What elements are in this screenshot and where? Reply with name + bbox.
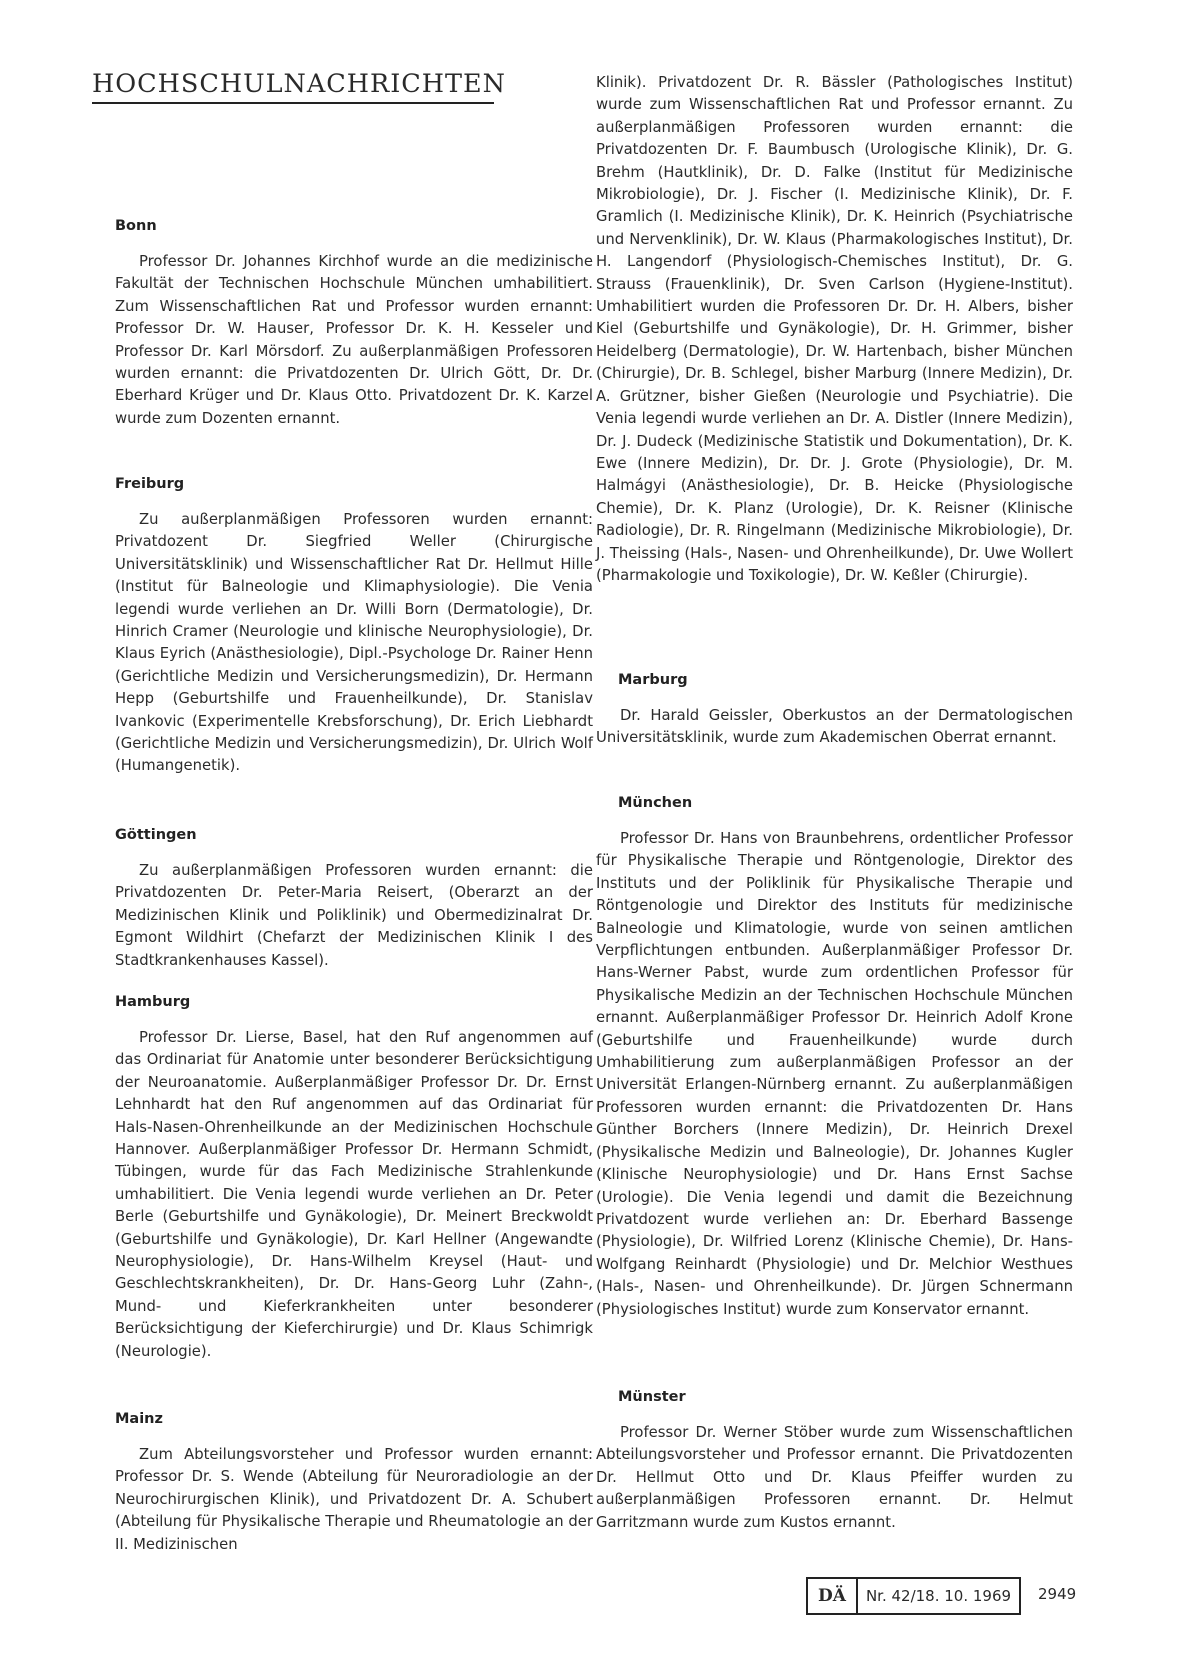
- section-text-freiburg: Zu außerplanmäßigen Professoren wurden ernannt: Privatdozent Dr. Siegfried Weller (Chirurgische Universitätsklinik) und Wissenschaftlicher Rat Dr. Hellmut Hille (Institut für Balneologie und Klimaphysiologie). Die Venia legendi wurde verliehen an Dr. Willi Born (Dermatologie), Dr. Hinrich Cramer (Neurologie und klinische Neurophysiologie), Dr. Klaus Eyrich (Anästhesiologie), Dipl.-Psychologe Dr. Rainer Henn (Gerichtliche Medizin und Versicherungsmedizin), Dr. Hermann Hepp (Geburtshilfe und Frauenheilkunde), Dr. Stanislav Ivankovic (Experimentelle Krebsforschung), Dr. Erich Liebhardt (Gerichtliche Medizin und Versicherungsmedizin), Dr. Ulrich Wolf (Humangenetik).: [115, 511, 593, 775]
- section-text-mainz: Zum Abteilungsvorsteher und Professor wurden ernannt: Professor Dr. S. Wende (Abteilung für Neuroradiologie an der Neurochirurgischen Klinik), und Privatdozent Dr. A. Schubert (Abteilung für Physikalische Therapie und Rheumatologie an der II. Medizinischen: [115, 1446, 593, 1553]
- section-text-goettingen: Zu außerplanmäßigen Professoren wurden ernannt: die Privatdozenten Dr. Peter-Maria Reisert, (Oberarzt an der Medizinischen Klinik und Poliklinik) und Obermedizinalrat Dr. Egmont Wildhirt (Chefarzt der Medizinischen Klinik I des Stadtkrankenhauses Kassel).: [115, 862, 593, 969]
- section-text-hamburg: Professor Dr. Lierse, Basel, hat den Ruf angenommen auf das Ordinariat für Anatomie unter besonderer Berücksichtigung der Neuroanatomie. Außerplanmäßiger Professor Dr. Dr. Ernst Lehnhardt hat den Ruf angenommen auf das Ordinariat für Hals-Nasen-Ohrenheilkunde an der Medizinischen Hochschule Hannover. Außerplanmäßiger Professor Dr. Hermann Schmidt, Tübingen, wurde für das Fach Medizinische Strahlenkunde umhabilitiert. Die Venia legendi wurde verliehen an Dr. Peter Berle (Geburtshilfe und Gynäkologie), Dr. Meinert Breckwoldt (Geburtshilfe und Gynäkologie), Dr. Karl Hellner (Angewandte Neurophysiologie), Dr. Hans-Wilhelm Kreysel (Haut- und Geschlechtskrankheiten), Dr. Dr. Hans-Georg Luhr (Zahn-, Mund- und Kieferkrankheiten unter besonderer Berücksichtigung der Kieferchirurgie) und Dr. Klaus Schimrigk (Neurologie).: [115, 1029, 593, 1360]
- section-heading-hamburg: Hamburg: [115, 994, 191, 1010]
- section-heading-mainz: Mainz: [115, 1411, 163, 1427]
- section-heading-bonn: Bonn: [115, 218, 157, 234]
- section-text-mainz-continued: Klinik). Privatdozent Dr. R. Bässler (Pathologisches Institut) wurde zum Wissenschaftlichen Rat und Professor ernannt. Zu außerplanmäßigen Professoren wurden ernannt: die Privatdozenten Dr. F. Baumbusch (Urologische Klinik), Dr. G. Brehm (Hautklinik), Dr. D. Falke (Institut für Medizinische Mikrobiologie), Dr. J. Fischer (I. Medizinische Klinik), Dr. F. Gramlich (I. Medizinische Klinik), Dr. K. Heinrich (Psychiatrische und Nervenklinik), Dr. W. Klaus (Pharmakologisches Institut), Dr. H. Langendorf (Physiologisch-Chemisches Institut), Dr. G. Strauss (Frauenklinik), Dr. Sven Carlson (Hygiene-Institut). Umhabilitiert wurden die Professoren Dr. Dr. H. Albers, bisher Kiel (Geburtshilfe und Gynäkologie), Dr. H. Grimmer, bisher Heidelberg (Dermatologie), Dr. W. Hartenbach, bisher München (Chirurgie), Dr. B. Schlegel, bisher Marburg (Innere Medizin), Dr. A. Grützner, bisher Gießen (Neurologie und Psychiatrie). Die Venia legendi wurde verliehen an Dr. A. Distler (Innere Medizin), Dr. J. Dudeck (Medizinische Statistik und Dokumentation), Dr. K. Ewe (Innere Medizin), Dr. Dr. J. Grote (Physiologie), Dr. M. Halmágyi (Anästhesiologie), Dr. B. Heicke (Physiologische Chemie), Dr. K. Planz (Urologie), Dr. K. Reisner (Klinische Radiologie), Dr. R. Ringelmann (Medizinische Mikrobiologie), Dr. J. Theissing (Hals-, Nasen- und Ohrenheilkunde), Dr. Uwe Wollert (Pharmakologie und Toxikologie), Dr. W. Keßler (Chirurgie).: [596, 74, 1073, 584]
- section-heading-freiburg: Freiburg: [115, 476, 185, 492]
- section-heading-goettingen: Göttingen: [115, 827, 197, 843]
- section-text-bonn: Professor Dr. Johannes Kirchhof wurde an die medizinische Fakultät der Technischen Hochschule München umhabilitiert. Zum Wissenschaftlichen Rat und Professor wurden ernannt: Professor Dr. W. Hauser, Professor Dr. K. H. Kesseler und Professor Dr. Karl Mörsdorf. Zu außerplanmäßigen Professoren wurden ernannt: die Privatdozenten Dr. Ulrich Gött, Dr. Dr. Eberhard Krüger und Dr. Klaus Otto. Privatdozent Dr. K. Karzel wurde zum Dozenten ernannt.: [115, 253, 593, 427]
- section-text-marburg: Dr. Harald Geissler, Oberkustos an der Dermatologischen Universitätsklinik, wurde zum Akademischen Oberrat ernannt.: [596, 707, 1073, 747]
- footer-issue-box: [806, 1577, 1021, 1615]
- section-text-muenchen: Professor Dr. Hans von Braunbehrens, ordentlicher Professor für Physikalische Therapie und Röntgenologie, Direktor des Instituts und der Poliklinik für Physikalische Therapie und Röntgenologie und Direktor des Instituts für medizinische Balneologie und Klimatologie, wurde von seinen amtlichen Verpflichtungen entbunden. Außerplanmäßiger Professor Dr. Hans-Werner Pabst, wurde zum ordentlichen Professor für Physikalische Medizin an der Technischen Hochschule München ernannt. Außerplanmäßiger Professor Dr. Heinrich Adolf Krone (Geburtshilfe und Frauenheilkunde) wurde durch Umhabilitierung zum außerplanmäßigen Professor an der Universität Erlangen-Nürnberg ernannt. Zu außerplanmäßigen Professoren wurden ernannt: die Privatdozenten Dr. Hans Günther Borchers (Innere Medizin), Dr. Heinrich Drexel (Physikalische Medizin und Balneologie), Dr. Johannes Kugler (Klinische Neurophysiologie) und Dr. Hans Ernst Sachse (Urologie). Die Venia legendi und damit die Bezeichnung Privatdozent wurde verliehen an: Dr. Eberhard Bassenge (Physiologie), Dr. Wilfried Lorenz (Klinische Chemie), Dr. Hans-Wolfgang Reinhardt (Physiologie) und Dr. Melchior Westhues (Hals-, Nasen- und Ohrenheilkunde). Dr. Jürgen Schnermann (Physiologisches Institut) wurde zum Konservator ernannt.: [596, 830, 1073, 1318]
- page-number: 2949: [1038, 1585, 1077, 1603]
- section-text-muenster: Professor Dr. Werner Stöber wurde zum Wissenschaftlichen Abteilungsvorsteher und Professor ernannt. Die Privatdozenten Dr. Hellmut Otto und Dr. Klaus Pfeiffer wurden zu außerplanmäßigen Professoren ernannt. Dr. Helmut Garritzmann wurde zum Kustos ernannt.: [596, 1424, 1073, 1531]
- section-heading-marburg: Marburg: [618, 672, 688, 688]
- section-heading-muenster: Münster: [618, 1389, 686, 1405]
- journal-logo: DÄ: [808, 1579, 858, 1613]
- section-heading-muenchen: München: [618, 795, 693, 811]
- page-title: HOCHSCHULNACHRICHTEN: [92, 70, 494, 104]
- issue-label: Nr. 42/18. 10. 1969: [865, 1587, 1012, 1605]
